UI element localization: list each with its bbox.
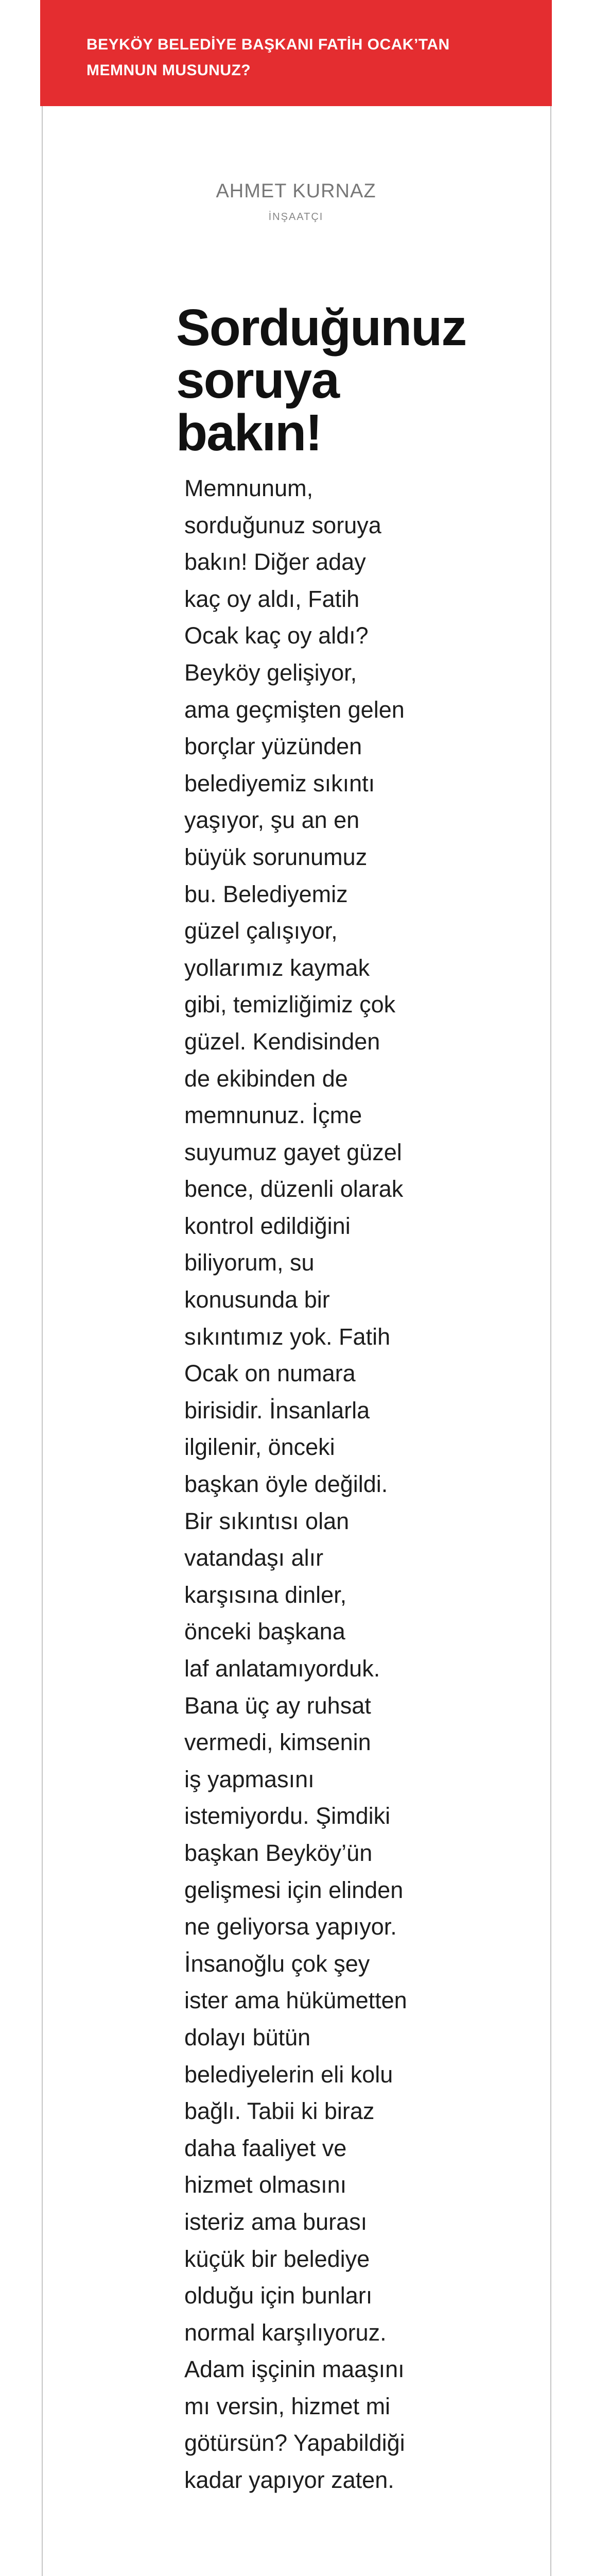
article-body xyxy=(184,470,411,2499)
body-line: belediyelerin eli kolu xyxy=(184,2061,393,2088)
body-line: konusunda bir xyxy=(184,1286,330,1313)
author-role: İNŞAATÇI xyxy=(268,211,324,223)
body-line: hizmet olmasını xyxy=(184,2172,347,2198)
body-line: kontrol edildiğini xyxy=(184,1212,351,1239)
article-headline xyxy=(176,299,475,462)
body-line: laf anlatamıyorduk. xyxy=(184,1655,380,1682)
body-line: daha faaliyet ve xyxy=(184,2134,347,2161)
body-line: güzel. Kendisinden xyxy=(184,1028,380,1055)
right-border-line xyxy=(550,106,551,2576)
body-line: Memnunum, xyxy=(184,475,314,501)
header-title-line-2: MEMNUN MUSUNUZ? xyxy=(86,62,251,79)
body-line: biliyorum, su xyxy=(184,1249,315,1276)
body-line: büyük sorunumuz xyxy=(184,843,368,870)
body-line: gelişmesi için elinden xyxy=(184,1876,404,1903)
body-line: dolayı bütün xyxy=(184,2024,311,2050)
body-line: kadar yapıyor zaten. xyxy=(184,2467,394,2494)
body-line: belediyemiz sıkıntı xyxy=(184,770,375,796)
header-title-line-1: BEYKÖY BELEDİYE BAŞKANI FATİH OCAK’TAN xyxy=(86,36,450,53)
body-line: mı versin, hizmet mi xyxy=(184,2393,391,2419)
body-line: Adam işçinin maaşını xyxy=(184,2356,405,2383)
headline-line: Sorduğunuz xyxy=(176,299,466,357)
body-line: olduğu için bunları xyxy=(184,2282,373,2309)
body-line: vatandaşı alır xyxy=(184,1545,324,1571)
body-line: ilgilenir, önceki xyxy=(184,1434,335,1461)
body-line: başkan öyle değildi. xyxy=(184,1471,388,1498)
body-line: güzel çalışıyor, xyxy=(184,918,338,944)
body-line: isteriz ama burası xyxy=(184,2208,368,2235)
headline-line: bakın! xyxy=(176,404,322,462)
body-line: karşısına dinler, xyxy=(184,1581,347,1608)
body-line: vermedi, kimsenin xyxy=(184,1729,371,1756)
body-line: bu. Belediyemiz xyxy=(184,880,348,907)
body-line: Ocak on numara xyxy=(184,1360,356,1387)
body-line: Ocak kaç oy aldı? xyxy=(184,622,369,649)
body-line: Bir sıkıntısı olan xyxy=(184,1507,350,1534)
body-line: de ekibinden de xyxy=(184,1065,348,1092)
body-line: sorduğunuz soruya xyxy=(184,512,381,538)
body-line: yaşıyor, şu an en xyxy=(184,807,360,834)
body-line: sıkıntımız yok. Fatih xyxy=(184,1323,391,1350)
body-line: önceki başkana xyxy=(184,1618,345,1645)
body-line: bakın! Diğer aday xyxy=(184,549,366,575)
body-line: memnunuz. İçme xyxy=(184,1102,362,1129)
body-line: Beyköy gelişiyor, xyxy=(184,659,357,686)
body-line: küçük bir belediye xyxy=(184,2245,370,2272)
body-line: ama geçmişten gelen xyxy=(184,696,405,723)
body-line: bağlı. Tabii ki biraz xyxy=(184,2098,375,2125)
body-line: borçlar yüzünden xyxy=(184,733,362,760)
body-line: başkan Beyköy’ün xyxy=(184,1839,373,1866)
body-line: iş yapmasını xyxy=(184,1766,315,1792)
body-line: normal karşılıyoruz. xyxy=(184,2319,387,2346)
headline-line: soruya xyxy=(176,351,339,409)
body-line: ister ama hükümetten xyxy=(184,1987,407,2014)
body-line: istemiyordu. Şimdiki xyxy=(184,1803,391,1829)
body-line: götürsün? Yapabildiği xyxy=(184,2430,405,2456)
header-title xyxy=(86,32,529,83)
body-line: gibi, temizliğimiz çok xyxy=(184,991,396,1018)
body-line: bence, düzenli olarak xyxy=(184,1176,404,1202)
body-line: Bana üç ay ruhsat xyxy=(184,1692,371,1719)
body-line: suyumuz gayet güzel xyxy=(184,1139,402,1165)
author-name: AHMET KURNAZ xyxy=(216,180,376,202)
left-border-line xyxy=(42,106,43,2576)
body-line: İnsanoğlu çok şey xyxy=(184,1950,370,1977)
body-line: kaç oy aldı, Fatih xyxy=(184,585,360,612)
body-line: yollarımız kaymak xyxy=(184,954,370,981)
body-line: birisidir. İnsanlarla xyxy=(184,1397,370,1423)
body-line: ne geliyorsa yapıyor. xyxy=(184,1913,397,1940)
